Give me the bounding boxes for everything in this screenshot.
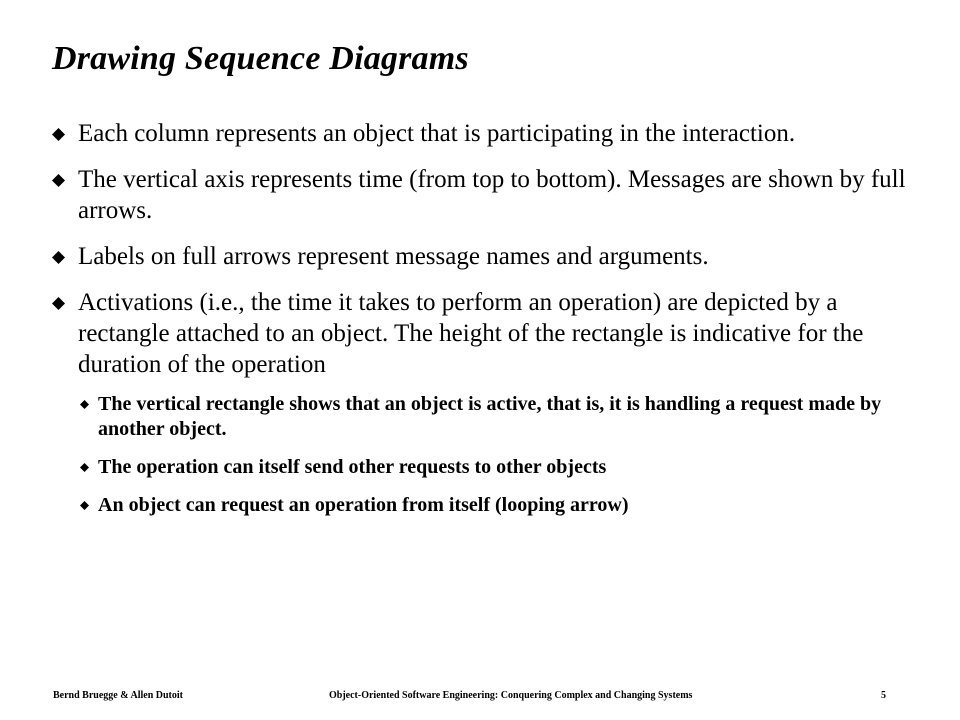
diamond-bullet-icon bbox=[80, 400, 89, 409]
bullet-item bbox=[50, 287, 910, 518]
footer-page-number: 5 bbox=[881, 690, 886, 701]
bullet-text: The vertical axis represents time (from top to bottom). Messages are shown by full arrows. bbox=[78, 166, 906, 224]
sub-bullet-text: An object can request an operation from itself (looping arrow) bbox=[98, 494, 629, 516]
diamond-bullet-icon bbox=[52, 174, 65, 187]
footer bbox=[53, 690, 886, 704]
sub-bullet-text: The vertical rectangle shows that an object is active, that is, it is handling a request made by another object. bbox=[98, 393, 882, 440]
sub-bullet-text: The operation can itself send other requests to other objects bbox=[98, 456, 607, 478]
slide-title: Drawing Sequence Diagrams bbox=[52, 40, 469, 77]
footer-book-title: Object-Oriented Software Engineering: Conquering Complex and Changing Systems bbox=[329, 690, 693, 701]
bullet-text: Labels on full arrows represent message names and arguments. bbox=[78, 243, 709, 270]
diamond-bullet-icon bbox=[52, 251, 65, 264]
diamond-bullet-icon bbox=[52, 297, 65, 310]
sub-bullet-item bbox=[78, 455, 910, 480]
bullet-item bbox=[50, 118, 910, 149]
bullet-text: Each column represents an object that is participating in the interaction. bbox=[78, 120, 796, 147]
diamond-bullet-icon bbox=[80, 463, 89, 472]
footer-authors: Bernd Bruegge & Allen Dutoit bbox=[53, 690, 183, 701]
bullet-text: Activations (i.e., the time it takes to perform an operation) are depicted by a rectangle attached to an object. The height of the rectangle is indicative for the duration of the operation bbox=[78, 289, 864, 378]
sub-bullet-item bbox=[78, 392, 910, 442]
sub-bullet-list bbox=[78, 392, 910, 518]
bullet-item bbox=[50, 164, 910, 226]
bullet-list bbox=[50, 118, 910, 533]
diamond-bullet-icon bbox=[80, 501, 89, 510]
bullet-item bbox=[50, 241, 910, 272]
sub-bullet-item bbox=[78, 493, 910, 518]
diamond-bullet-icon bbox=[52, 128, 65, 141]
